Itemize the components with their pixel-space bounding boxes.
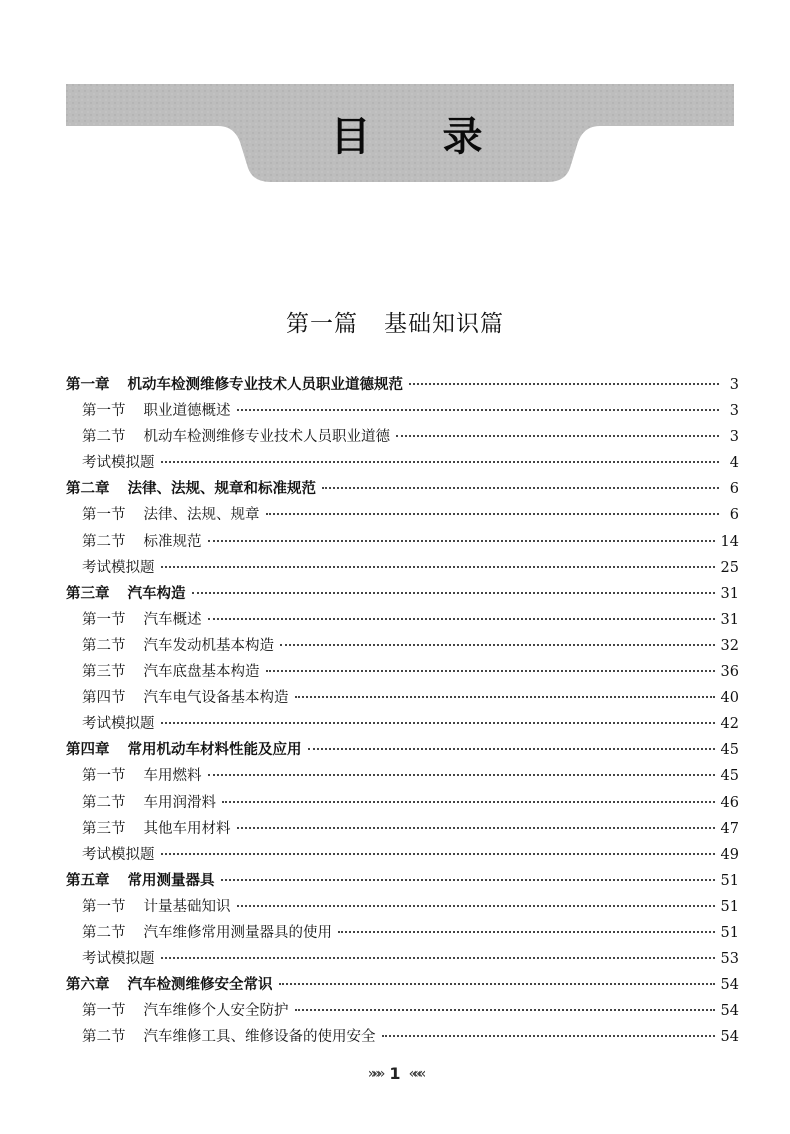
toc-page-number: 45 xyxy=(720,742,739,759)
toc-section-row[interactable] xyxy=(66,764,739,790)
toc-chapter-row[interactable] xyxy=(66,869,739,895)
toc-entry-title: 法律、法规、规章 xyxy=(143,507,260,524)
dot-leader xyxy=(222,801,715,803)
toc-entry-number: 第二节 xyxy=(82,429,126,446)
toc-chapter-row[interactable] xyxy=(66,477,739,503)
toc-entry-title: 考试模拟题 xyxy=(82,716,155,733)
toc-section-row[interactable] xyxy=(66,817,739,843)
toc-chapter-row[interactable] xyxy=(66,373,739,399)
toc-entry-title: 汽车维修工具、维修设备的使用安全 xyxy=(143,1029,376,1046)
toc-section-row[interactable] xyxy=(66,947,739,973)
toc-entry-number: 第四章 xyxy=(66,741,110,759)
toc-page-number: 3 xyxy=(729,429,739,446)
toc-entry-number: 第三章 xyxy=(66,584,110,602)
dot-leader xyxy=(237,827,715,829)
dot-leader xyxy=(382,1035,715,1037)
page-footer xyxy=(0,1064,790,1083)
toc-page-number: 31 xyxy=(720,585,739,602)
toc-section-row[interactable] xyxy=(66,425,739,451)
dot-leader xyxy=(280,644,715,646)
dot-leader xyxy=(221,879,715,881)
toc-entry-number: 第二节 xyxy=(82,794,126,811)
dot-leader xyxy=(192,592,715,594)
toc-entry-number: 第一节 xyxy=(82,898,126,915)
toc-entry-number: 第二节 xyxy=(82,533,126,550)
toc-section-row[interactable] xyxy=(66,921,739,947)
toc-page-number: 46 xyxy=(720,794,739,811)
toc-chapter-row[interactable] xyxy=(66,582,739,608)
toc-section-row[interactable] xyxy=(66,791,739,817)
toc-entry-title: 汽车维修个人安全防护 xyxy=(143,1003,289,1020)
toc-entry-title: 考试模拟题 xyxy=(82,559,155,576)
dot-leader xyxy=(266,670,715,672)
toc-entry-title: 常用测量器具 xyxy=(127,871,215,889)
toc-entry-title: 汽车构造 xyxy=(127,584,186,602)
toc-section-row[interactable] xyxy=(66,843,739,869)
toc-section-row[interactable] xyxy=(66,556,739,582)
toc-entry-number: 第一节 xyxy=(82,1003,126,1020)
toc-chapter-row[interactable] xyxy=(66,738,739,764)
toc-page-number: 3 xyxy=(729,403,739,420)
dot-leader xyxy=(161,722,715,724)
toc-page-number: 53 xyxy=(720,951,739,968)
toc-section-row[interactable] xyxy=(66,660,739,686)
toc-page-number: 54 xyxy=(720,977,739,994)
dot-leader xyxy=(161,461,720,463)
toc-entry-title: 汽车底盘基本构造 xyxy=(143,664,260,681)
toc-entry-title: 汽车维修常用测量器具的使用 xyxy=(143,924,332,941)
toc-page-number: 51 xyxy=(720,924,739,941)
toc-page-number: 31 xyxy=(720,611,739,628)
toc-entry-number: 第二节 xyxy=(82,924,126,941)
dot-leader xyxy=(322,487,719,489)
right-chevron-marks: ««« xyxy=(408,1065,423,1082)
toc-page-number: 42 xyxy=(720,716,739,733)
title-char: 录 xyxy=(442,112,485,160)
toc-page-number: 54 xyxy=(720,1029,739,1046)
toc-entry-title: 标准规范 xyxy=(143,533,202,550)
dot-leader xyxy=(161,957,715,959)
title-banner xyxy=(0,0,790,200)
toc-section-row[interactable] xyxy=(66,999,739,1025)
dot-leader xyxy=(409,383,719,385)
dot-leader xyxy=(295,1009,715,1011)
toc-entry-title: 汽车检测维修安全常识 xyxy=(127,976,273,994)
toc-entry-title: 汽车电气设备基本构造 xyxy=(143,690,289,707)
toc-entry-title: 车用润滑料 xyxy=(143,794,216,811)
toc-page-number: 40 xyxy=(720,690,739,707)
toc-entry-number: 第一章 xyxy=(66,376,110,393)
toc-page-number: 3 xyxy=(729,377,739,393)
toc-page-number: 51 xyxy=(720,872,739,889)
toc-entry-title: 车用燃料 xyxy=(143,768,202,785)
dot-leader xyxy=(208,540,715,542)
dot-leader xyxy=(237,409,720,411)
page-number: 1 xyxy=(389,1064,401,1083)
toc-entry-title: 考试模拟题 xyxy=(82,455,155,472)
toc-section-row[interactable] xyxy=(66,503,739,529)
toc-entry-number: 第二节 xyxy=(82,1029,126,1046)
toc-section-row[interactable] xyxy=(66,895,739,921)
toc-entry-number: 第一节 xyxy=(82,403,126,420)
toc-section-row[interactable] xyxy=(66,530,739,556)
toc-entry-number: 第三节 xyxy=(82,820,126,837)
toc-section-row[interactable] xyxy=(66,634,739,660)
page-title xyxy=(235,103,580,163)
toc-entry-number: 第一节 xyxy=(82,611,126,628)
dot-leader xyxy=(161,566,715,568)
toc-entry-title: 考试模拟题 xyxy=(82,846,155,863)
toc-page-number: 6 xyxy=(729,507,739,524)
toc-page-number: 47 xyxy=(720,820,739,837)
toc-entry-number: 第三节 xyxy=(82,664,126,681)
dot-leader xyxy=(396,435,719,437)
part-number: 第一篇 xyxy=(286,311,358,337)
title-char: 目 xyxy=(330,112,373,160)
toc-entry-title: 其他车用材料 xyxy=(143,820,231,837)
toc-entry-number: 第五章 xyxy=(66,871,110,889)
toc-page-number: 4 xyxy=(729,455,739,472)
toc-page-number: 25 xyxy=(720,559,739,576)
toc-entry-number: 第一节 xyxy=(82,768,126,785)
toc-entry-title: 法律、法规、规章和标准规范 xyxy=(127,480,316,498)
toc-entry-title: 机动车检测维修专业技术人员职业道德 xyxy=(143,429,390,446)
dot-leader xyxy=(237,905,715,907)
toc-entry-title: 考试模拟题 xyxy=(82,951,155,968)
toc-page-number: 6 xyxy=(729,481,739,498)
left-chevron-marks: »»» xyxy=(367,1065,382,1082)
part-heading xyxy=(0,305,790,338)
toc-page-number: 49 xyxy=(720,846,739,863)
dot-leader xyxy=(279,983,715,985)
toc-page-number: 14 xyxy=(720,533,739,550)
toc-page-number: 54 xyxy=(720,1003,739,1020)
toc-page-number: 36 xyxy=(720,664,739,681)
toc-entry-title: 汽车发动机基本构造 xyxy=(143,637,274,654)
dot-leader xyxy=(295,696,715,698)
toc-entry-number: 第六章 xyxy=(66,976,110,994)
toc-section-row[interactable] xyxy=(66,608,739,634)
dot-leader xyxy=(308,748,715,750)
dot-leader xyxy=(161,853,715,855)
toc-entry-title: 常用机动车材料性能及应用 xyxy=(127,741,302,759)
toc-entry-title: 汽车概述 xyxy=(143,611,202,628)
toc-entry-title: 机动车检测维修专业技术人员职业道德规范 xyxy=(127,376,403,393)
toc-section-row[interactable] xyxy=(66,451,739,477)
table-of-contents xyxy=(66,373,739,1051)
toc-entry-number: 第四节 xyxy=(82,690,126,707)
toc-entry-title: 职业道德概述 xyxy=(143,403,231,420)
toc-section-row[interactable] xyxy=(66,1025,739,1051)
toc-entry-number: 第二节 xyxy=(82,637,126,654)
toc-entry-number: 第一节 xyxy=(82,507,126,524)
toc-entry-title: 计量基础知识 xyxy=(143,898,231,915)
toc-chapter-row[interactable] xyxy=(66,973,739,999)
dot-leader xyxy=(208,774,715,776)
toc-page-number: 45 xyxy=(720,768,739,785)
banner-shape xyxy=(0,0,790,200)
toc-page-number: 32 xyxy=(720,637,739,654)
toc-section-row[interactable] xyxy=(66,686,739,712)
toc-section-row[interactable] xyxy=(66,399,739,425)
toc-page-number: 51 xyxy=(720,898,739,915)
dot-leader xyxy=(266,513,720,515)
dot-leader xyxy=(208,618,715,620)
part-name: 基础知识篇 xyxy=(384,311,504,337)
toc-section-row[interactable] xyxy=(66,712,739,738)
dot-leader xyxy=(338,931,715,933)
toc-entry-number: 第二章 xyxy=(66,480,110,498)
